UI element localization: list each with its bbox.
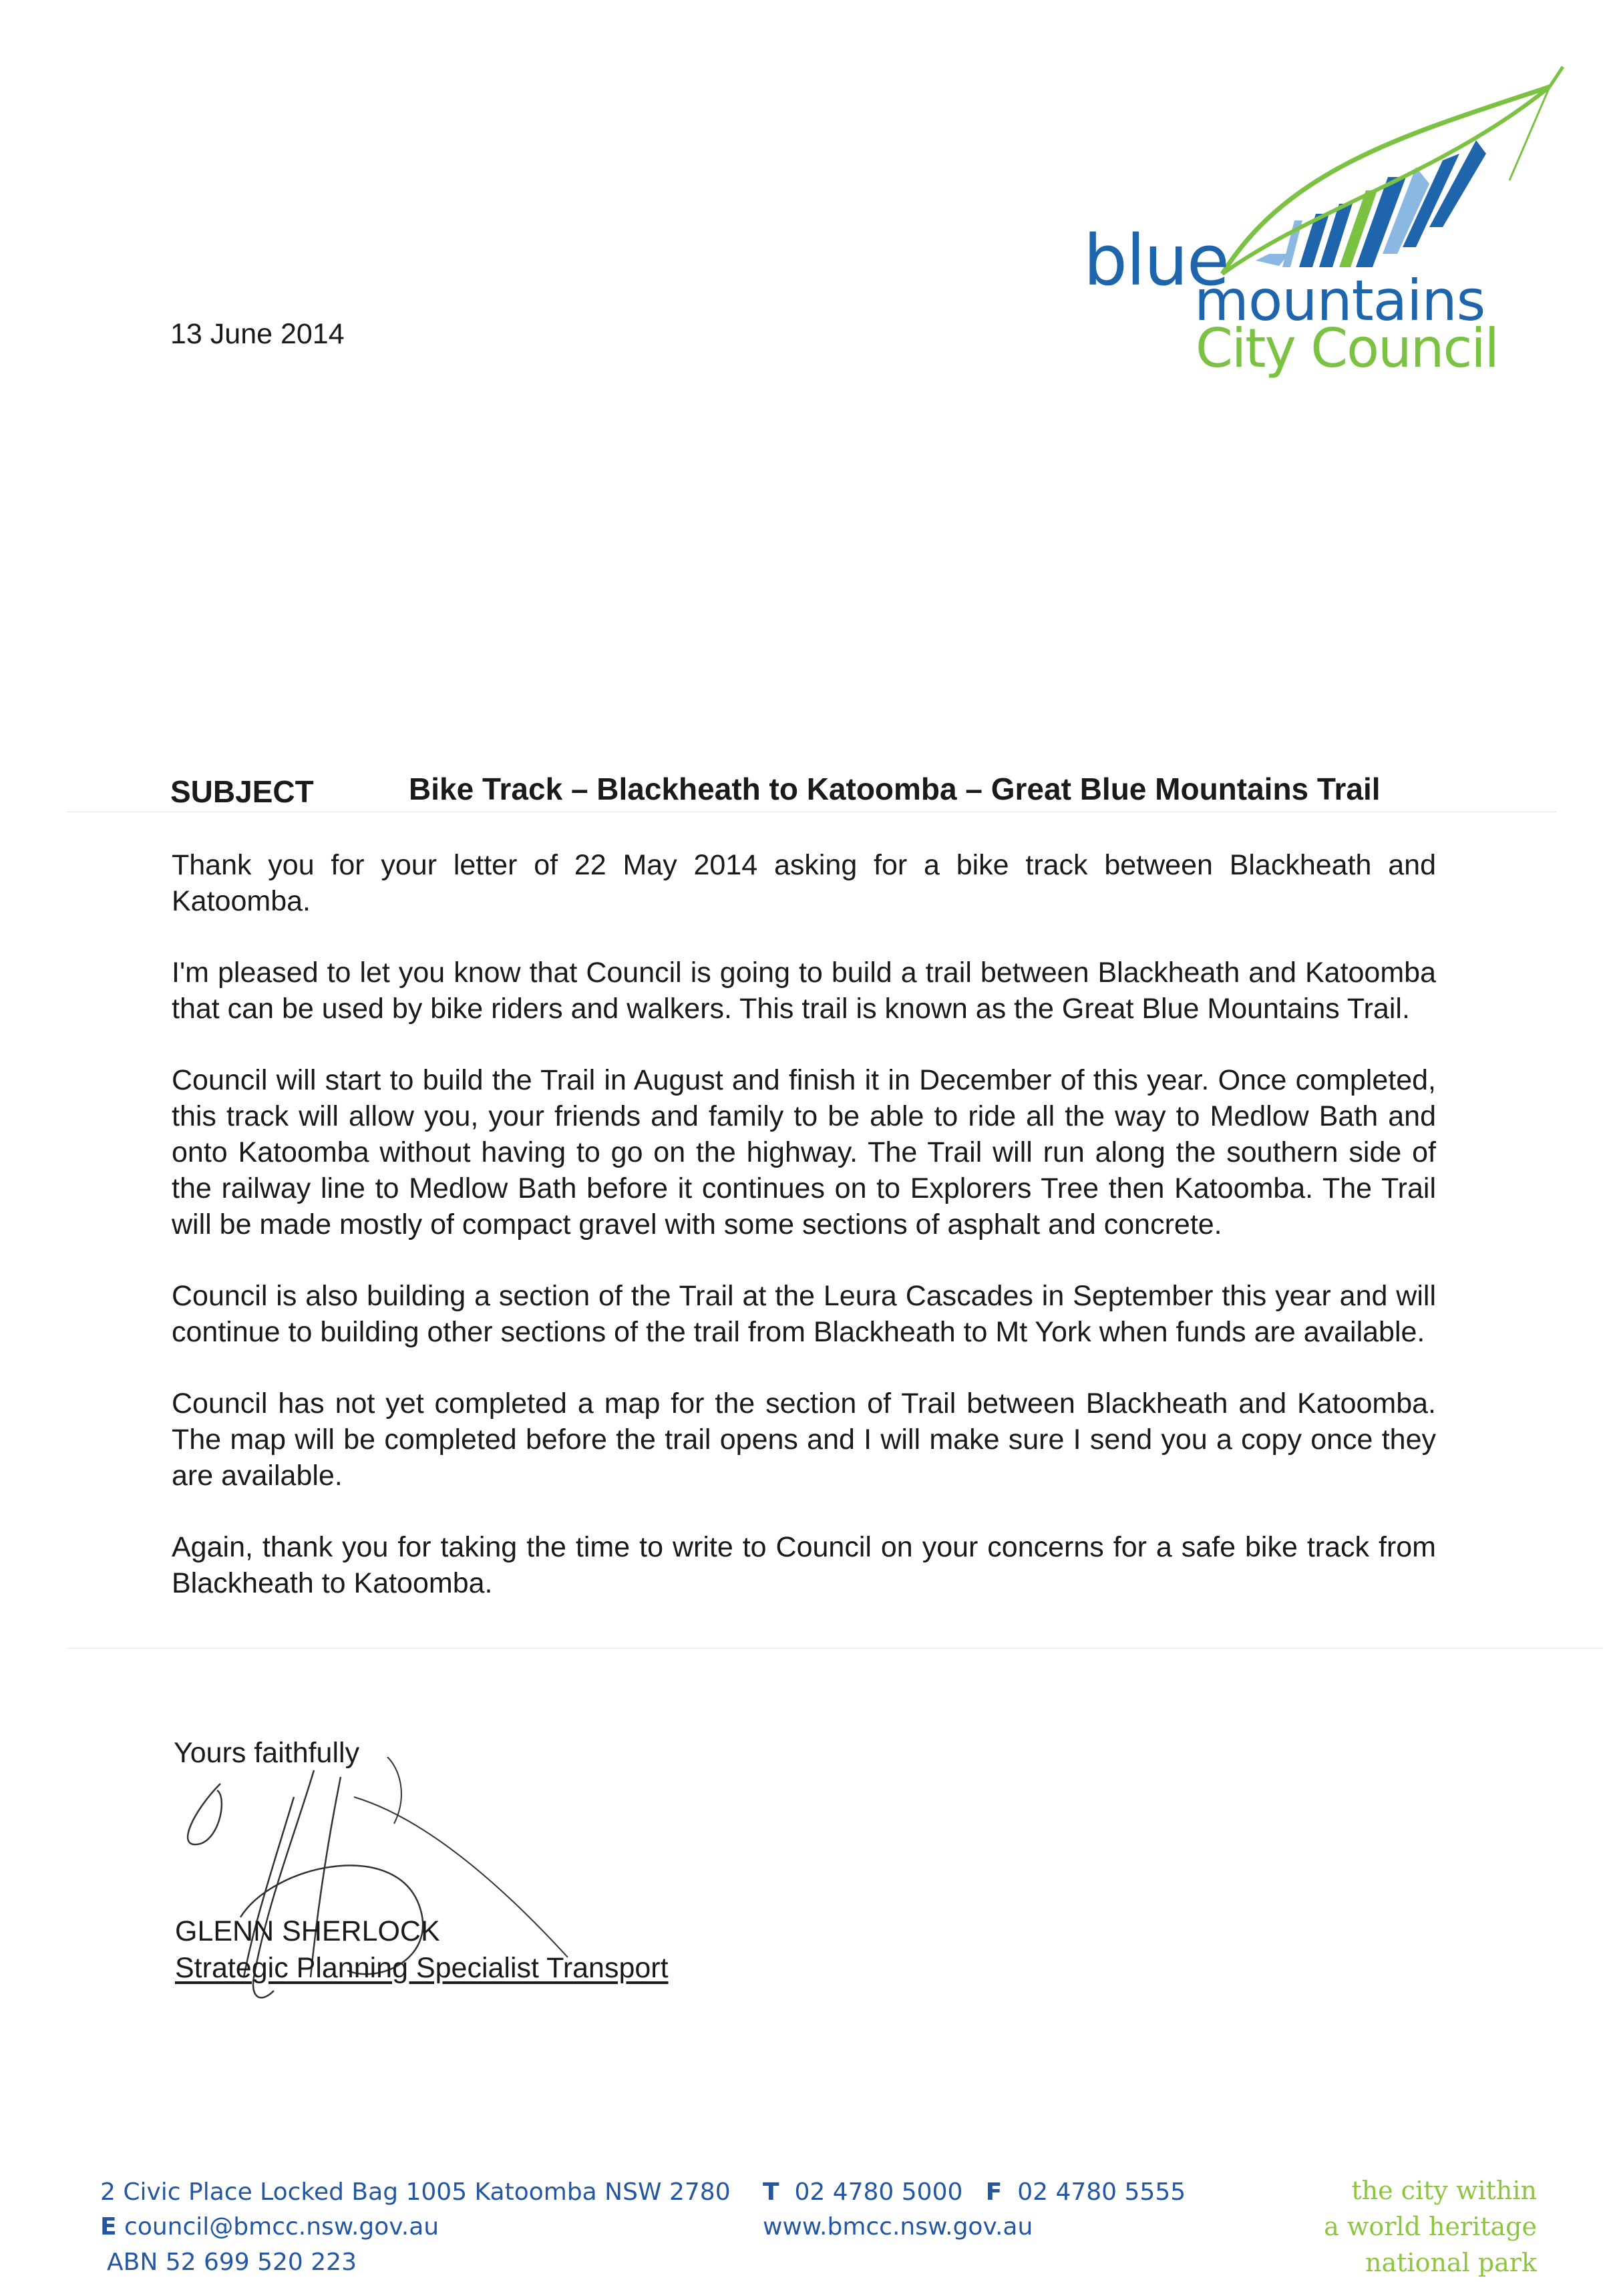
letter-body [172,847,1436,1637]
phone-label: T [763,2178,779,2206]
subject-text: Bike Track – Blackheath to Katoomba – Great Blue Mountains Trail [409,772,1381,806]
footer-website[interactable]: www.bmcc.nsw.gov.au [763,2213,1033,2241]
letter-date: 13 June 2014 [170,318,345,350]
closing-salutation: Yours faithfully [174,1737,360,1769]
signatory-title: Strategic Planning Specialist Transport [175,1952,669,1984]
paragraph: Council is also building a section of the Trail at the Leura Cascades in September this year and will continue to building other sections of the trail from Blackheath to Mt York when funds are available. [172,1280,1436,1348]
logo-text-blue: blue [1083,220,1228,301]
footer-phone-fax [763,2180,1186,2204]
signatory-name: GLENN SHERLOCK [175,1915,440,1947]
tagline-line: the city within [1351,2176,1537,2205]
email-label: E [100,2213,117,2241]
logo-text-city-council: City Council [1196,317,1498,379]
phone-number: 02 4780 5000 [794,2178,963,2206]
scan-line [67,1648,1603,1649]
paragraph: Council will start to build the Trail in August and finish it in December of this year. Once completed, this track will allow you, your friends and family to be able to ride all the way to Medlow Bath and onto Katoomba without having to go on the highway. The Trail will run along the southern side of the railway line to Medlow Bath before it continues on to Explorers Tree then Katoomba. The Trail will be made mostly of compact gravel with some sections of asphalt and concrete. [172,1064,1436,1241]
paragraph: Council has not yet completed a map for the section of Trail between Blackheath and Katoomba. The map will be completed before the trail opens and I will make sure I send you a copy once they are available. [172,1387,1436,1492]
footer-abn: ABN 52 699 520 223 [107,2249,357,2276]
footer-address: 2 Civic Place Locked Bag 1005 Katoomba NSW 2780 [100,2178,731,2206]
fax-label: F [985,2178,1003,2206]
paragraph: I'm pleased to let you know that Council is going to build a trail between Blackheath and Katoomba that can be used by bike riders and walkers. This trail is known as the Great Blue Mountains Trail. [172,957,1436,1025]
fax-number: 02 4780 5555 [1017,2178,1186,2206]
subject-label: SUBJECT [170,774,314,809]
logo-text-mountains: mountains [1194,268,1485,333]
paragraph: Again, thank you for taking the time to write to Council on your concerns for a safe bike track from Blackheath to Katoomba. [172,1531,1436,1599]
paragraph: Thank you for your letter of 22 May 2014 asking for a bike track between Blackheath and Katoomba. [172,849,1436,917]
email-address[interactable]: council@bmcc.nsw.gov.au [124,2213,439,2241]
footer-email [100,2215,439,2239]
council-logo [1069,53,1576,401]
tagline-line: a world heritage [1324,2212,1537,2241]
tagline-line: national park [1365,2248,1537,2277]
